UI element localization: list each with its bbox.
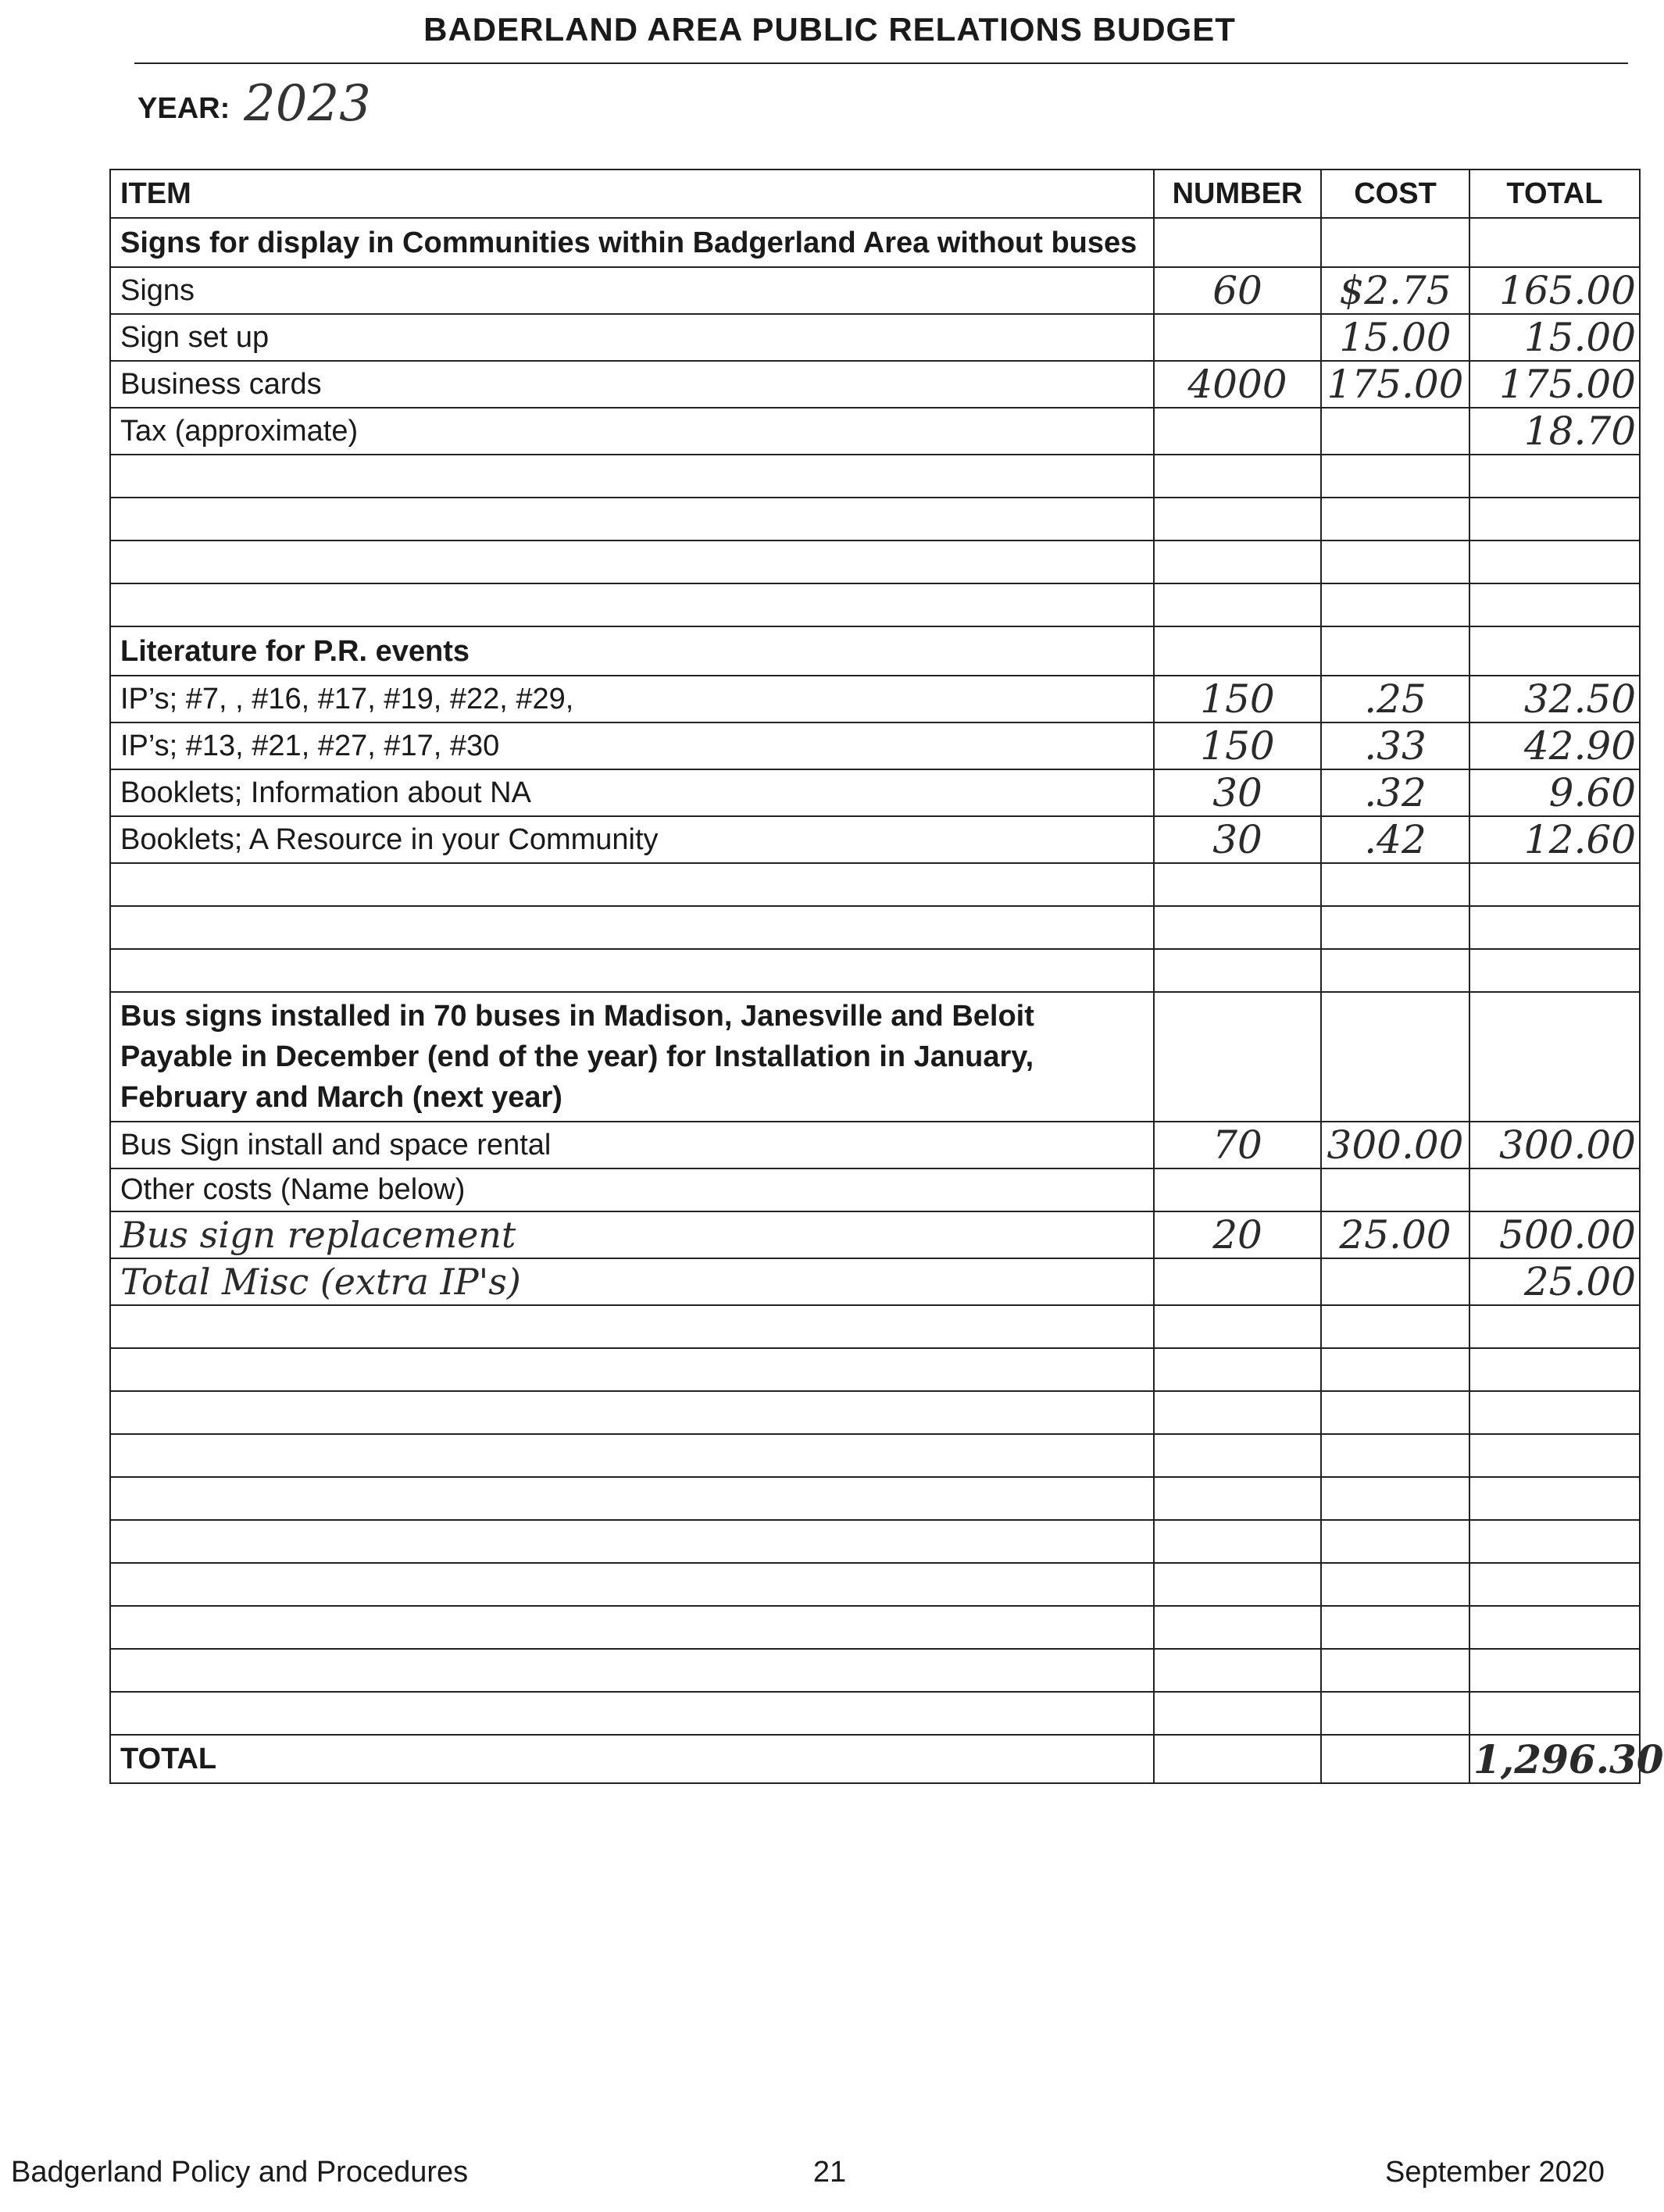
cell-number xyxy=(1154,1305,1321,1348)
cell-item: Booklets; A Resource in your Community xyxy=(110,816,1154,863)
footer-document-name: Badgerland Policy and Procedures xyxy=(11,2156,469,2189)
table-row xyxy=(110,408,1640,455)
cell-cost xyxy=(1321,1477,1469,1520)
column-header-cost: COST xyxy=(1321,169,1469,218)
table-row xyxy=(110,361,1640,408)
cell-cost: 175.00 xyxy=(1321,361,1469,408)
cell-item xyxy=(110,1305,1154,1348)
cell-number: 150 xyxy=(1154,722,1321,769)
cell-cost xyxy=(1321,408,1469,455)
cell-item: Business cards xyxy=(110,361,1154,408)
table-row xyxy=(110,863,1640,906)
cell-cost: .32 xyxy=(1321,769,1469,816)
cell-item xyxy=(110,1606,1154,1649)
cell-item xyxy=(110,1391,1154,1434)
section-header-row xyxy=(110,218,1640,267)
cell-total xyxy=(1469,218,1640,267)
cell-number: 70 xyxy=(1154,1122,1321,1168)
cell-cost: .33 xyxy=(1321,722,1469,769)
budget-table xyxy=(109,169,1664,1784)
cell-cost xyxy=(1321,1434,1469,1477)
footer-date: September 2020 xyxy=(1385,2156,1605,2189)
table-row xyxy=(110,1563,1640,1606)
table-row xyxy=(110,1258,1640,1305)
cell-cost xyxy=(1321,992,1469,1122)
cell-total xyxy=(1469,992,1640,1122)
cell-number xyxy=(1154,1692,1321,1735)
title-divider xyxy=(134,62,1628,64)
cell-cost xyxy=(1321,455,1469,498)
cell-item xyxy=(110,863,1154,906)
cell-item: Signs for display in Communities within Badgerland Area without buses xyxy=(110,218,1154,267)
table-row xyxy=(110,906,1640,949)
cell-cost xyxy=(1321,541,1469,583)
cell-cost: 15.00 xyxy=(1321,314,1469,361)
cell-cost xyxy=(1321,1258,1469,1305)
cell-total xyxy=(1469,1649,1640,1692)
cell-item xyxy=(110,583,1154,626)
cell-cost xyxy=(1321,1606,1469,1649)
cell-total: 9.60 xyxy=(1469,769,1640,816)
table-row xyxy=(110,1211,1640,1258)
cell-item: Bus sign replacement xyxy=(110,1211,1154,1258)
cell-item xyxy=(110,1434,1154,1477)
cell-item: Bus Sign install and space rental xyxy=(110,1122,1154,1168)
table-row xyxy=(110,1649,1640,1692)
cell-cost xyxy=(1321,583,1469,626)
cell-total xyxy=(1469,1606,1640,1649)
cell-number xyxy=(1154,541,1321,583)
cell-item: Literature for P.R. events xyxy=(110,626,1154,676)
table-row xyxy=(110,1520,1640,1563)
cell-cost xyxy=(1321,1391,1469,1434)
cell-total xyxy=(1469,906,1640,949)
cell-number xyxy=(1154,949,1321,992)
cell-number: 150 xyxy=(1154,676,1321,722)
cell-total xyxy=(1469,1434,1640,1477)
cell-item: Other costs (Name below) xyxy=(110,1168,1154,1211)
table-row xyxy=(110,1348,1640,1391)
table-row xyxy=(110,949,1640,992)
cell-item: Booklets; Information about NA xyxy=(110,769,1154,816)
cell-item: Tax (approximate) xyxy=(110,408,1154,455)
column-header-number: NUMBER xyxy=(1154,169,1321,218)
cell-cost: 25.00 xyxy=(1321,1211,1469,1258)
table-row xyxy=(110,1434,1640,1477)
cell-total xyxy=(1469,583,1640,626)
cell-total xyxy=(1469,626,1640,676)
table-row xyxy=(110,267,1640,314)
grand-total-row xyxy=(110,1735,1640,1783)
cell-total: 18.70 xyxy=(1469,408,1640,455)
cell-item: IP’s; #7, , #16, #17, #19, #22, #29, xyxy=(110,676,1154,722)
cell-cost xyxy=(1321,949,1469,992)
cell-item: IP’s; #13, #21, #27, #17, #30 xyxy=(110,722,1154,769)
cell-item: Total Misc (extra IP's) xyxy=(110,1258,1154,1305)
cell-cost xyxy=(1321,1563,1469,1606)
cell-number xyxy=(1154,1649,1321,1692)
cell-total xyxy=(1469,949,1640,992)
cell-item xyxy=(110,949,1154,992)
cell-item xyxy=(110,1477,1154,1520)
grand-total-value: 1,296.30 xyxy=(1469,1735,1640,1783)
cell-number xyxy=(1154,1606,1321,1649)
table-row xyxy=(110,816,1640,863)
table-row xyxy=(110,314,1640,361)
cell-total: 15.00 xyxy=(1469,314,1640,361)
cell-cost: 300.00 xyxy=(1321,1122,1469,1168)
table-row xyxy=(110,1305,1640,1348)
cell-cost xyxy=(1321,863,1469,906)
cell-item: Sign set up xyxy=(110,314,1154,361)
cell-number xyxy=(1154,1258,1321,1305)
cell-cost xyxy=(1321,1649,1469,1692)
cell-number: 4000 xyxy=(1154,361,1321,408)
cell-number xyxy=(1154,314,1321,361)
table-row xyxy=(110,676,1640,722)
document-title: BADERLAND AREA PUBLIC RELATIONS BUDGET xyxy=(423,11,1236,48)
cell-number xyxy=(1154,1348,1321,1391)
cell-number xyxy=(1154,1563,1321,1606)
column-header-item: ITEM xyxy=(110,169,1154,218)
cell-number xyxy=(1154,992,1321,1122)
budget-table-body xyxy=(110,218,1640,1735)
cell-number: 60 xyxy=(1154,267,1321,314)
cell-total xyxy=(1469,498,1640,541)
table-row xyxy=(110,455,1640,498)
cell-cost xyxy=(1321,498,1469,541)
cell-total: 500.00 xyxy=(1469,1211,1640,1258)
cell-total: 12.60 xyxy=(1469,816,1640,863)
table-row xyxy=(110,1477,1640,1520)
table-row xyxy=(110,769,1640,816)
cell-total xyxy=(1469,1348,1640,1391)
cell-total: 42.90 xyxy=(1469,722,1640,769)
cell-item: Bus signs installed in 70 buses in Madison, Janesville and Beloit Payable in December (end of the year) for Installation in January, February and March (next year) xyxy=(110,992,1154,1122)
cell-total: 175.00 xyxy=(1469,361,1640,408)
cell-number xyxy=(1154,1434,1321,1477)
cell-total: 165.00 xyxy=(1469,267,1640,314)
cell-cost xyxy=(1321,1305,1469,1348)
year-value: 2023 xyxy=(244,75,371,133)
cell-total xyxy=(1469,1692,1640,1735)
table-row xyxy=(110,1391,1640,1434)
cell-cost xyxy=(1321,1168,1469,1211)
section-header-row xyxy=(110,626,1640,676)
table-row xyxy=(110,498,1640,541)
cell-number xyxy=(1154,626,1321,676)
cell-item xyxy=(110,1520,1154,1563)
grand-total-label: TOTAL xyxy=(110,1735,1154,1783)
cell-item xyxy=(110,1649,1154,1692)
cell-total xyxy=(1469,1477,1640,1520)
grand-total-number xyxy=(1154,1735,1321,1783)
cell-item xyxy=(110,498,1154,541)
cell-number xyxy=(1154,1520,1321,1563)
cell-item xyxy=(110,1692,1154,1735)
cell-total xyxy=(1469,1391,1640,1434)
cell-number xyxy=(1154,906,1321,949)
cell-total: 25.00 xyxy=(1469,1258,1640,1305)
table-row xyxy=(110,722,1640,769)
cell-total xyxy=(1469,1305,1640,1348)
cell-number xyxy=(1154,408,1321,455)
cell-total xyxy=(1469,863,1640,906)
table-row xyxy=(110,583,1640,626)
table-row xyxy=(110,1692,1640,1735)
cell-total: 300.00 xyxy=(1469,1122,1640,1168)
cell-cost xyxy=(1321,1692,1469,1735)
cell-cost xyxy=(1321,1348,1469,1391)
cell-total xyxy=(1469,1168,1640,1211)
cell-item xyxy=(110,1563,1154,1606)
table-row xyxy=(110,1122,1640,1168)
table-row xyxy=(110,541,1640,583)
table-row xyxy=(110,1168,1640,1211)
cell-number xyxy=(1154,863,1321,906)
cell-number xyxy=(1154,1391,1321,1434)
cell-cost xyxy=(1321,626,1469,676)
cell-number xyxy=(1154,1168,1321,1211)
cell-number xyxy=(1154,1477,1321,1520)
cell-item xyxy=(110,1348,1154,1391)
section-header-row xyxy=(110,992,1640,1122)
cell-total: 32.50 xyxy=(1469,676,1640,722)
cell-item xyxy=(110,541,1154,583)
cell-cost: .42 xyxy=(1321,816,1469,863)
cell-item xyxy=(110,455,1154,498)
cell-item: Signs xyxy=(110,267,1154,314)
cell-cost: .25 xyxy=(1321,676,1469,722)
footer-page-number: 21 xyxy=(812,2156,847,2189)
cell-total xyxy=(1469,1563,1640,1606)
cell-number xyxy=(1154,498,1321,541)
cell-item xyxy=(110,906,1154,949)
cell-total xyxy=(1469,1520,1640,1563)
cell-total xyxy=(1469,541,1640,583)
column-header-total: TOTAL xyxy=(1469,169,1640,218)
cell-number xyxy=(1154,218,1321,267)
cell-number xyxy=(1154,583,1321,626)
cell-number: 30 xyxy=(1154,769,1321,816)
cell-number: 20 xyxy=(1154,1211,1321,1258)
table-header-row xyxy=(110,169,1640,218)
table-row xyxy=(110,1606,1640,1649)
cell-cost xyxy=(1321,218,1469,267)
cell-number xyxy=(1154,455,1321,498)
cell-number: 30 xyxy=(1154,816,1321,863)
cell-cost: $2.75 xyxy=(1321,267,1469,314)
cell-total xyxy=(1469,455,1640,498)
cell-cost xyxy=(1321,906,1469,949)
year-label: YEAR: xyxy=(137,92,230,125)
grand-total-cost xyxy=(1321,1735,1469,1783)
cell-cost xyxy=(1321,1520,1469,1563)
